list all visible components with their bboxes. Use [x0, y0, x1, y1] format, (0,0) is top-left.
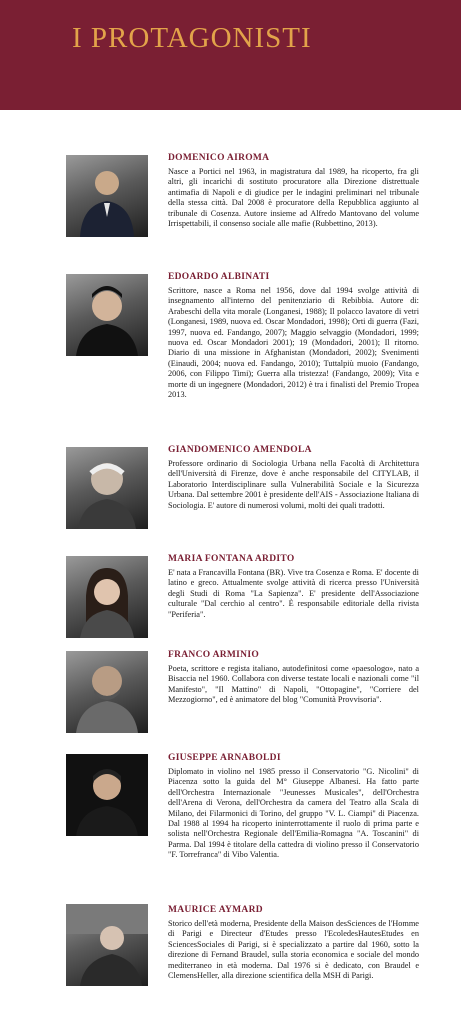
- protagonist-bio: Professore ordinario di Sociologia Urbana nella Facoltà di Architettura dell'Università di Firenze, dove è anche responsabile del CITYLAB, il Laboratorio Interdisciplinare sulla Vulnerabilità Sociale e la Sicurezza Urbana. Dal settembre 2001 è presidente dell'AIS - Associazione Italiana di Sociologia. E' autore di numerosi volumi, molti dei quali tradotti.: [168, 459, 420, 510]
- protagonist-name: DOMENICO AIROMA: [168, 153, 270, 163]
- page-title: I PROTAGONISTI: [72, 22, 312, 54]
- protagonist-bio: Nasce a Portici nel 1963, in magistratura dal 1989, ha ricoperto, fra gli altri, gli incarichi di sostituto procuratore alla Direzione distrettuale antimafia di Napoli e di giudice per le indagini preliminari nel tribunale della stessa città. Dal 2008 è procuratore della Repubblica aggiunto al tribunale di Cosenza. Autore insieme ad Alfredo Mantovano del volume Irrispettabili, il consenso sociale alle mafie (Rubbettino, 2013).: [168, 167, 419, 229]
- portrait-photo: [66, 651, 148, 733]
- protagonist-name: GIUSEPPE ARNABOLDI: [168, 753, 281, 763]
- portrait-photo: [66, 274, 148, 356]
- protagonist-bio: Poeta, scrittore e regista italiano, autodefinitosi come «paesologo», nato a Bisaccia nel 1960. Collabora con diverse testate locali e nazionali come "il Manifesto", "Il Mattino" di Napoli, "Ottopagine", "Corriere del Mezzogiorno", ed è animatore del blog "Comunità Provvisoria".: [168, 664, 419, 705]
- portrait-photo: [66, 904, 148, 986]
- protagonist-bio: Scrittore, nasce a Roma nel 1956, dove dal 1994 svolge attività di insegnamento all'interno del penitenziario di Rebibbia. Autore di: Arabeschi della vita morale (Longanesi, 1988); Il polacco lavatore di vetri (Longanesi, 1989, nuova ed. Oscar Mondadori, 1998); Orti di guerra (Fazi, 1997, nuova ed. Fandango, 2007); Maggio selvaggio (Mondadori, 1999; nuova ed. Oscar Mondadori 2001); 19 (Mondadori, 2001); Il ritorno. Diario di una missione in Afghanistan (Mondadori, 2002); Svenimenti (Einaudi, 2004; nuova ed. Fandango, 2010); Tuttalpiù muoio (Fandango, 2006, con Filippo Timi); Guerra alla tristezza! (Fandango, 2009); Vita e morte di un ingegnere (Mondadori, 2012) è tra i finalisti del Premio Tropea 2013.: [168, 286, 419, 400]
- page-header: [0, 0, 461, 110]
- protagonist-name: MAURICE AYMARD: [168, 905, 263, 915]
- protagonist-bio: Storico dell'età moderna, Presidente della Maison desSciences de l'Homme di Parigi e Directeur d'Etudes presso l'EcoledesHautesEtudes en SciencesSociales di Parigi, si è specializzato a partire dal 1960, sotto la direzione di Fernand Braudel, sulla storia economica e sociale del mondo mediterraneo in età moderna. Dal 1976 si è dedicato, con Braudel e ClemensHeller, alla direzione scientifica della MSH di Parigi.: [168, 919, 419, 981]
- protagonist-name: FRANCO ARMINIO: [168, 650, 260, 660]
- protagonist-name: EDOARDO ALBINATI: [168, 272, 270, 282]
- protagonist-bio: E' nata a Francavilla Fontana (BR). Vive tra Cosenza e Roma. E' docente di latino e greco. Attualmente svolge attività di ricerca presso l'Università degli Studi di Roma "La Sapienza". E' presidente dell'Associazione culturale "Dal cerchio al centro". È responsabile editoriale della rivista "Periferia".: [168, 568, 419, 619]
- protagonist-name: MARIA FONTANA ARDITO: [168, 554, 295, 564]
- protagonist-bio: Diplomato in violino nel 1985 presso il Conservatorio "G. Nicolini" di Piacenza sotto la guida del M° Giuseppe Albanesi. Ha fatto parte dell'Orchestra Internazionale "Jeunesses Musicales", dell'Orchestra dell'Arena di Verona, dell'Orchestra da camera del Teatro alla Scala di Milano, dei Filarmonici di Torino, del gruppo "V. L. Ciampi" di Piacenza. Dal 1988 al 1994 ha ricoperto ininterrottamente il ruolo di prima parte e solista nell'Orchestra Regionale dell'Emilia-Romagna "A. Toscanini" di Parma. Dal 1994 è titolare della cattedra di violino presso il Conservatorio "F. Torrefranca" di Vibo Valentia.: [168, 767, 419, 860]
- portrait-photo: [66, 754, 148, 836]
- portrait-photo: [66, 447, 148, 529]
- portrait-photo: [66, 556, 148, 638]
- portrait-photo: [66, 155, 148, 237]
- protagonist-name: GIANDOMENICO AMENDOLA: [168, 445, 312, 455]
